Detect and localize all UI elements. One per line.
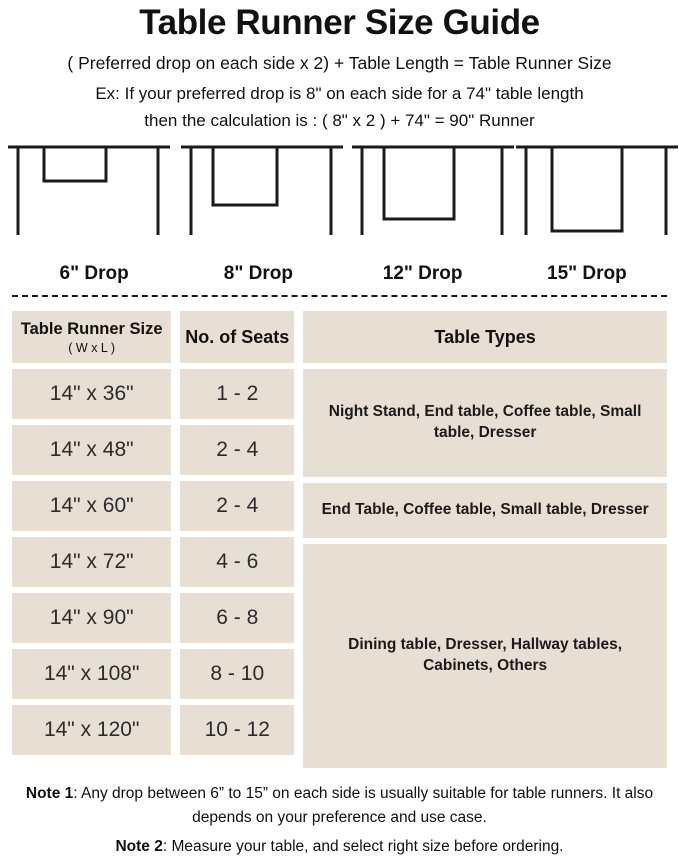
- note-2-label: Note 2: [115, 837, 163, 855]
- header-size: [12, 311, 171, 363]
- table-1: [8, 147, 170, 235]
- table-row: 14" x 120": [12, 705, 171, 755]
- table-4: [516, 147, 678, 235]
- drop-diagram: [0, 143, 679, 261]
- drop-label-15: 15" Drop: [547, 263, 627, 285]
- example-line-2: then the calculation is : ( 8" x 2 ) + 74" = 90" Runner: [144, 110, 535, 130]
- example-line-1: Ex: If your preferred drop is 8" on each side for a 74" table length: [95, 84, 584, 104]
- table-row: 14" x 48": [12, 425, 171, 475]
- divider: [12, 295, 667, 297]
- table-row: 4 - 6: [180, 537, 294, 587]
- size-table: [12, 311, 667, 768]
- column-size: [12, 311, 171, 755]
- note-1: [10, 782, 669, 829]
- drop-label-6: 6" Drop: [59, 263, 129, 285]
- table-row: Dining table, Dresser, Hallway tables, Cabinets, Others: [303, 544, 667, 768]
- header-types: Table Types: [303, 311, 667, 363]
- header-size-label: Table Runner Size: [20, 319, 163, 338]
- table-row: 14" x 108": [12, 649, 171, 699]
- note-1-label: Note 1: [25, 785, 74, 803]
- header-size-sublabel: ( W x L ): [68, 340, 116, 355]
- table-row: 6 - 8: [180, 593, 294, 643]
- table-row: Night Stand, End table, Coffee table, Small table, Dresser: [303, 369, 667, 477]
- column-types: [303, 311, 667, 768]
- drop-label-12: 12" Drop: [382, 263, 463, 285]
- infographic-page: [0, 3, 679, 855]
- column-seats: [180, 311, 294, 755]
- table-row: 14" x 72": [12, 537, 171, 587]
- page-title: Table Runner Size Guide: [139, 3, 540, 42]
- note-2: [10, 835, 669, 858]
- table-row: 2 - 4: [180, 425, 294, 475]
- table-row: 10 - 12: [180, 705, 294, 755]
- drop-label-8: 8" Drop: [223, 263, 293, 285]
- example-block: [0, 82, 679, 133]
- table-row: 2 - 4: [180, 481, 294, 531]
- header-seats: No. of Seats: [180, 311, 294, 363]
- table-row: 1 - 2: [180, 369, 294, 419]
- table-row: 14" x 36": [12, 369, 171, 419]
- table-row: End Table, Coffee table, Small table, Dresser: [303, 483, 667, 538]
- table-row: 14" x 90": [12, 593, 171, 643]
- formula-line: ( Preferred drop on each side x 2) + Table Length = Table Runner Size: [67, 52, 612, 73]
- notes-section: [10, 782, 669, 858]
- note-2-text: : Measure your table, and select right size before ordering.: [162, 837, 564, 855]
- table-row: 14" x 60": [12, 481, 171, 531]
- table-row: 8 - 10: [180, 649, 294, 699]
- table-2: [181, 147, 343, 235]
- drop-labels-row: [0, 263, 679, 285]
- note-1-text: : Any drop between 6” to 15” on each side is usually suitable for table runners. It also depends on your preference and use case.: [73, 785, 654, 826]
- table-3: [352, 147, 514, 235]
